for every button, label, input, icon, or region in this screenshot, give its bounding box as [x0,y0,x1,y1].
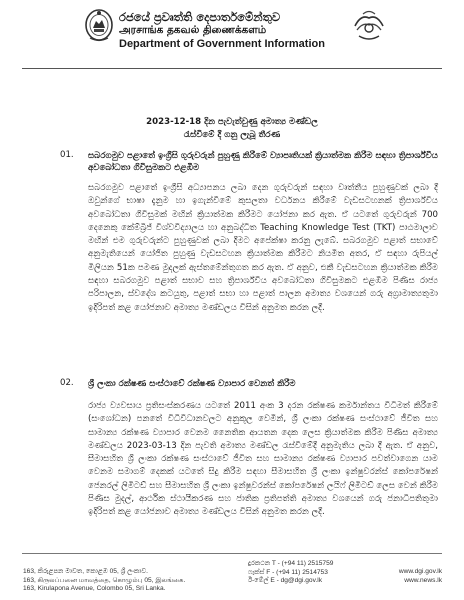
email-address[interactable]: ඊ-මේල් E - dg@dgi.gov.lk [248,577,322,585]
header-divider [22,68,442,69]
footer-websites [399,568,442,585]
sri-lanka-emblem-icon [84,8,114,44]
footer-contacts [248,560,333,586]
address-english: 163, Kirulapona Avenue, Colombo 05, Sri Lanka. [23,585,166,593]
website-link-dgi[interactable]: www.dgi.gov.lk [398,568,442,575]
section-title: ශ්‍රී ලංකා රක්ෂණ සංස්ථාවේ රක්ෂණ ව්‍යාපාර වෙනත් කිරීම [88,379,296,389]
department-name-tamil: அரசாங்க தகவல் திணைக்களம் [119,24,267,36]
fax-number: ෆැක්ස් F - (+94 11) 2514753 [248,568,328,576]
department-name-english: Department of Government Information [119,38,325,50]
document-title-line2: රැස්වීමේ දී ගනු ලැබූ තීරණ [183,130,281,140]
department-name-sinhala: රජයේ ප්‍රවෘත්ති දෙපාර්තමේන්තුව [119,10,281,24]
phone-number: දුරකථන T - (+94 11) 2515759 [248,560,334,567]
footer-divider [22,553,442,554]
address-tamil: 163, கிருலப்பனை மாவத்தை, கொழும்பு 05, இலங்கை. [23,576,186,584]
letterhead [119,10,349,51]
section-number: 01. [60,150,74,160]
website-link-news[interactable]: www.news.lk [404,576,442,584]
section-body: රාජ්‍ය ව්‍යවසාය ප්‍රතිසංස්කරණය යටතේ 2011 අංක 3 දරන රක්ෂණ කර්මාන්තය විධිමත් කිරීමේ (සංශෝධන) පනතේ විධිවිධානවලට අනුකූල වෙමින්, ශ්‍රී ලංකා රක්ෂණ සංස්ථාවේ ජීවිත සහ සාමාන්‍ය රක්ෂණ ව්‍යාපාර වෙනම නෛතික ආයතන දෙක ලෙස ක්‍රියාත්මක කිරීම පිණිස අමාත්‍ය මණ්ඩලය 2023-03-13 දින පැවති අමාත්‍ය මණ්ඩල රැස්වීමේදී අනුමැතිය ලබා දී ඇත. ඒ අනුව, සීමාසහිත ශ්‍රී ලංකා රක්ෂණ සංස්ථාවේ ජීවිත සහ සාමාන්‍ය රක්ෂණ ව්‍යාපාර පවත්වාගෙන යාම වෙනම සමාගම් දෙකක් යටතේ සිදු කිරීම සඳහා සීමාසහිත ශ්‍රී ලංකා ඉන්ෂුවරන්ස් කෝපරේෂන් ජෙනරල් ලිමිටඩ් සහ සීමාසහිත ශ්‍රී ලංකා ඉන්ෂුවරන්ස් කෝපරේෂන් ලයිෆ් ලිමිටඩ් ලෙස වෙන් කිරීම පිණිස මුදල්, ආර්ථික ස්ථායීකරණ සහ ජාතික ප්‍රතිපත්ති අමාත්‍ය වශයෙන් ගරු ජනාධිපතිතුමා ඉදිරිපත් කළ යෝජනාව අමාත්‍ය මණ්ඩලය විසින් අනුමත කරන ලදී. [88,401,438,518]
footer-address [23,568,185,594]
section-body: සබරගමුව පළාතේ ඉංග්‍රීසි අධ්‍යාපනය ලබා දෙන ගුරුවරුන් සඳහා වෘත්තීය පුහුණුවක් ලබා දී ඔවුන්ගේ භාෂා දැනුම හා ඉගැන්වීමේ කුසලතා වර්ධනය කිරීමේ වැඩසටහනක් ත්‍රිපාර්ශ්වීය අවබෝධතා ගිවිසුමක් මඟින් ක්‍රියාත්මක කිරීමට යෝජනා කර ඇත. ඒ යටතේ ගුරුවරුන් 700 දෙනෙකු කේම්බ්‍රිජ් විශ්වවිද්‍යාලය හා අනුබද්ධිත Teaching Knowledge Test (TKT) පාඨමාලාව මඟින් එම ගුරුවරුන්ට පුහුණුවක් ලබා දීමට අපේක්ෂා කරනු ලැබේ. සබරගමුව පළාත් සභාවේ අනුමැතියෙන් යෝජිත පුහුණු වැඩසටහන ක්‍රියාත්මක කිරීමට නියමිත අතර, ඒ සඳහා රුපියල් මිලියන 51ක පමණ මුදලක් ඇස්තමේන්තුගත කර ඇත. ඒ අනුව, එකී වැඩසටහන ක්‍රියාත්මක කිරීම සඳහා සබරගමුව පළාත් සභාව සහ ත්‍රිපාර්ශ්වීය අවබෝධතා ගිවිසුමකට එළඹීම පිණිස රාජ්‍ය පරිපාලන, ස්වදේශ කටයුතු, පළාත් සභා හා පළාත් පාලන අමාත්‍ය වශයෙන් ගරු අග්‍රාමාත්‍යතුමා ඉදිරිපත් කළ යෝජනාව අමාත්‍ය මණ්ඩලය විසින් අනුමත කරන ලදී. [88,183,438,313]
department-logo-icon [351,8,387,44]
document-title-line1: 2023-12-18 දින පැවැත්වුණු අමාත්‍ය මණ්ඩල [146,117,318,127]
section-number: 02. [60,378,74,388]
section-title: සබරගමුව පළාතේ ඉංග්‍රීසි ගුරුවරුන් පුහුණු කිරීමේ ව්‍යාපෘතියක් ක්‍රියාත්මක කිරීම සඳහා ත්‍රිපාර්ශ්වීය අවබෝධතා ගිවිසුමකට එළඹීම [88,151,438,173]
address-sinhala: 163, කිරුළපන මාවත, කොළඹ 05, ශ්‍රී ලංකාව. [23,568,148,575]
